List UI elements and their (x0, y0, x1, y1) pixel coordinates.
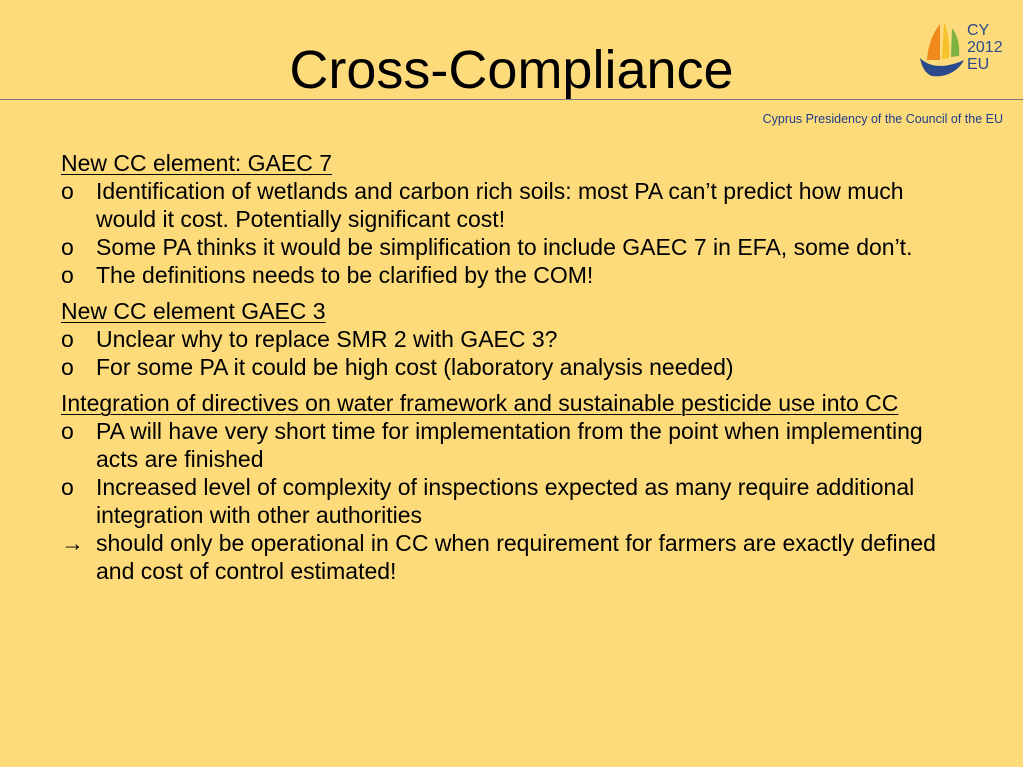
slide-title: Cross-Compliance (289, 40, 734, 100)
logo-line-year: 2012 (967, 39, 1003, 56)
bullet-text: Unclear why to replace SMR 2 with GAEC 3? (96, 326, 558, 352)
arrow-marker: → (61, 530, 84, 556)
section-gaec7 (61, 149, 961, 289)
bullet-item (61, 325, 961, 353)
bullet-marker: o (61, 234, 74, 260)
section-heading: New CC element: GAEC 7 (61, 150, 332, 176)
bullet-item (61, 417, 961, 473)
logo-line-eu: EU (967, 56, 990, 73)
bullet-marker: o (61, 326, 74, 352)
bullet-item (61, 233, 961, 261)
section-gaec3 (61, 297, 961, 381)
bullet-item (61, 473, 961, 529)
bullet-item (61, 261, 961, 289)
bullet-text: Increased level of complexity of inspections expected as many require additional integration with other authorities (96, 474, 915, 528)
bullet-text: The definitions needs to be clarified by the COM! (96, 262, 594, 288)
section-heading: New CC element GAEC 3 (61, 298, 326, 324)
slide-content (61, 149, 961, 593)
logo-line-cy: CY (967, 22, 990, 39)
bullet-text: PA will have very short time for implementation from the point when implementing acts are finished (96, 418, 923, 472)
bullet-marker: o (61, 418, 74, 444)
bullet-marker: o (61, 474, 74, 500)
bullet-marker: o (61, 178, 74, 204)
bullet-text: Identification of wetlands and carbon rich soils: most PA can’t predict how much would it cost. Potentially significant cost! (96, 178, 904, 232)
bullet-text: should only be operational in CC when requirement for farmers are exactly defined and cost of control estimated! (96, 530, 936, 584)
bullet-item (61, 353, 961, 381)
cy2012-eu-logo (918, 20, 1008, 82)
bullet-item (61, 529, 961, 585)
logo-text (967, 22, 1003, 73)
bullet-item (61, 177, 961, 233)
bullet-marker: o (61, 354, 74, 380)
presidency-subtitle: Cyprus Presidency of the Council of the EU (762, 112, 1003, 126)
sailboat-logo-icon (918, 20, 968, 82)
section-heading: Integration of directives on water framework and sustainable pesticide use into CC (61, 390, 899, 416)
bullet-text: Some PA thinks it would be simplification to include GAEC 7 in EFA, some don’t. (96, 234, 913, 260)
title-divider (0, 99, 1023, 100)
bullet-marker: o (61, 262, 74, 288)
bullet-text: For some PA it could be high cost (laboratory analysis needed) (96, 354, 734, 380)
section-integration-directives (61, 389, 961, 585)
